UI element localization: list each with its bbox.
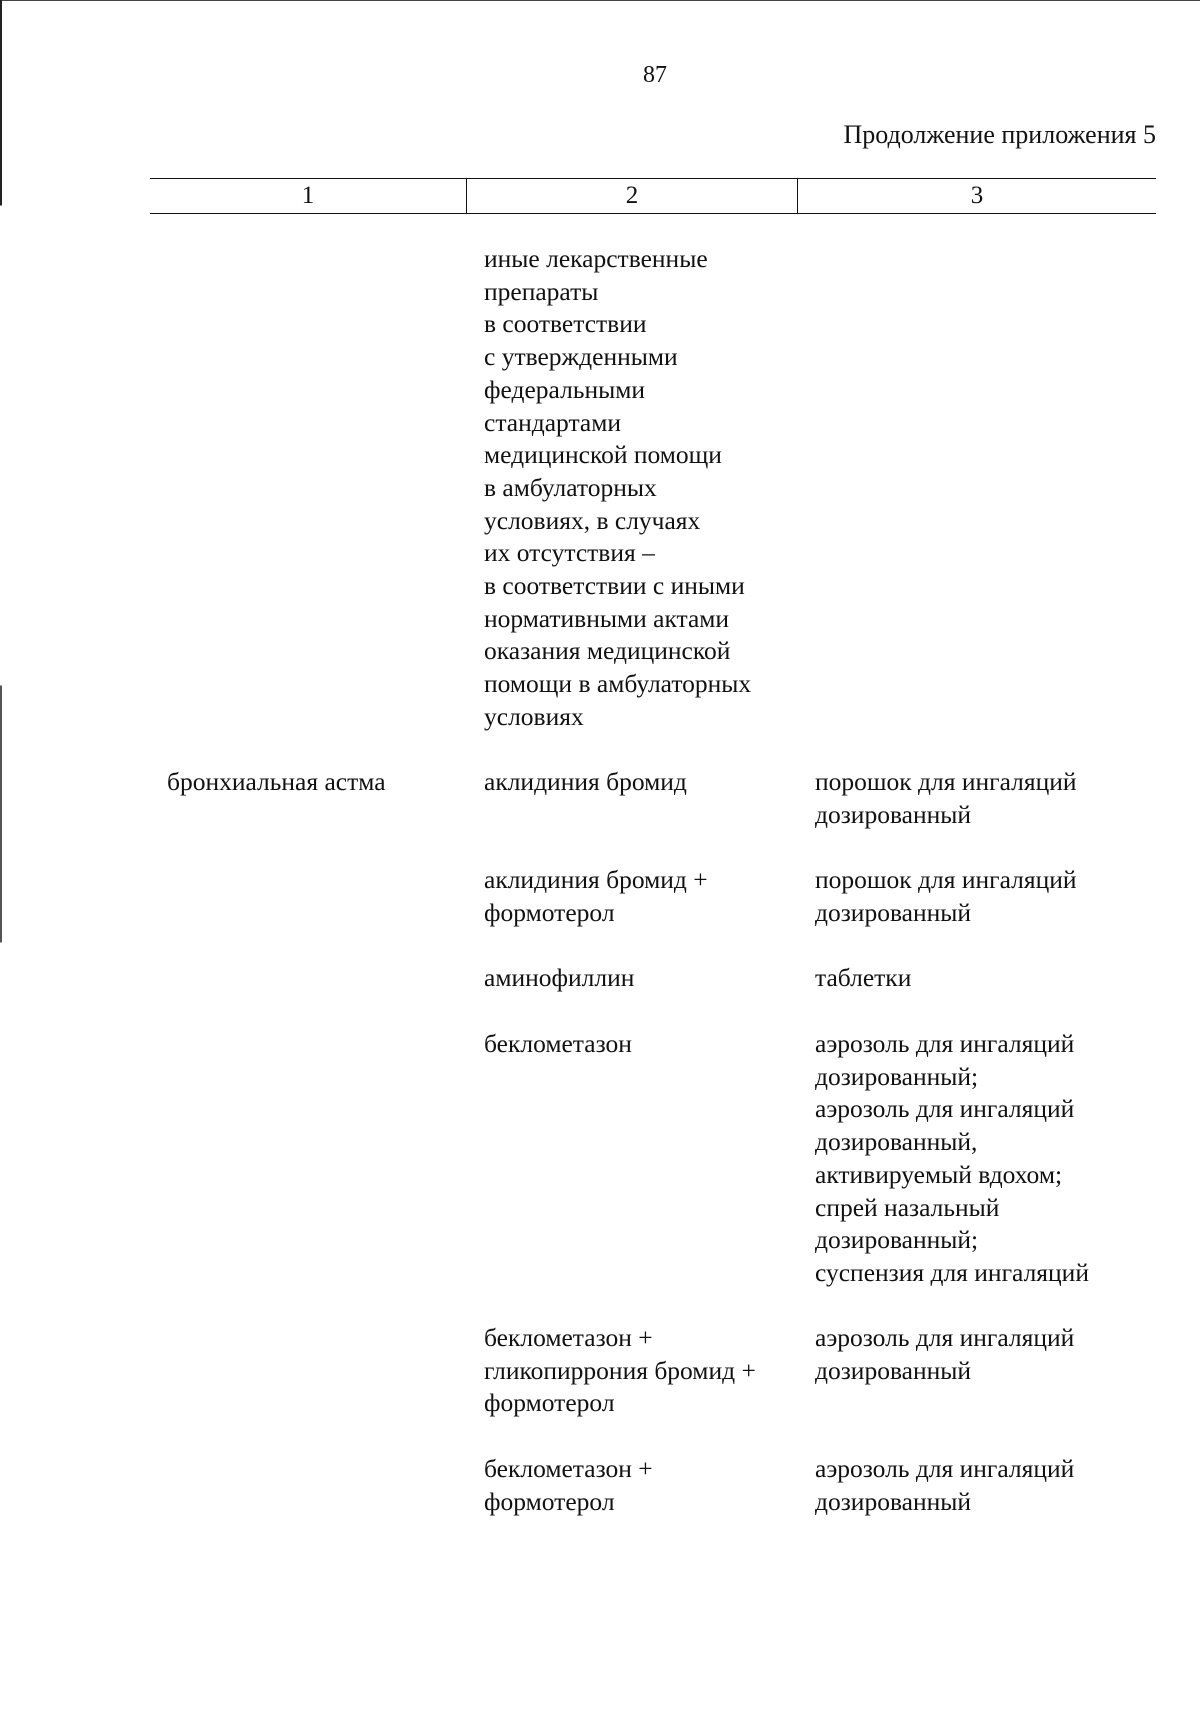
form-cell: порошок для ингаляций дозированный	[815, 767, 1077, 829]
form-cell: порошок для ингаляций дозированный	[815, 865, 1077, 927]
column-header-2: 2	[466, 179, 797, 213]
drug-cell: аминофиллин	[484, 963, 635, 992]
form-cell: аэрозоль для ингаляций дозированный; аэрозоль для ингаляций дозированный, активируемый вдохом; спрей назальный дозированный; суспензия для ингаляций	[815, 1029, 1089, 1287]
page-number: 87	[643, 62, 667, 88]
table-header-row	[150, 178, 1156, 214]
disease-cell: бронхиальная астма	[167, 767, 386, 796]
form-cell: таблетки	[815, 963, 912, 992]
drug-cell: беклометазон + формотерол	[484, 1454, 653, 1516]
continuation-title: Продолжение приложения 5	[843, 120, 1156, 149]
scan-left-edge	[0, 0, 2, 1714]
drug-cell: аклидиния бромид	[484, 767, 687, 796]
form-cell: аэрозоль для ингаляций дозированный	[815, 1323, 1075, 1385]
column-header-1: 1	[301, 182, 315, 209]
drug-cell: беклометазон	[484, 1029, 632, 1058]
form-cell: аэрозоль для ингаляций дозированный	[815, 1454, 1075, 1516]
drug-cell: беклометазон + гликопиррония бромид + формотерол	[484, 1323, 756, 1418]
scan-top-edge	[0, 0, 1200, 1]
drug-cell: аклидиния бромид + формотерол	[484, 865, 708, 927]
column-header-3: 3	[797, 179, 1156, 213]
drug-cell: иные лекарственные препараты в соответствии с утвержденными федеральными стандартами медицинской помощи в амбулаторных условиях, в случаях их отсутствия – в соответствии с иными нормативными актами оказания медицинской помощи в амбулаторных условиях	[484, 244, 752, 731]
